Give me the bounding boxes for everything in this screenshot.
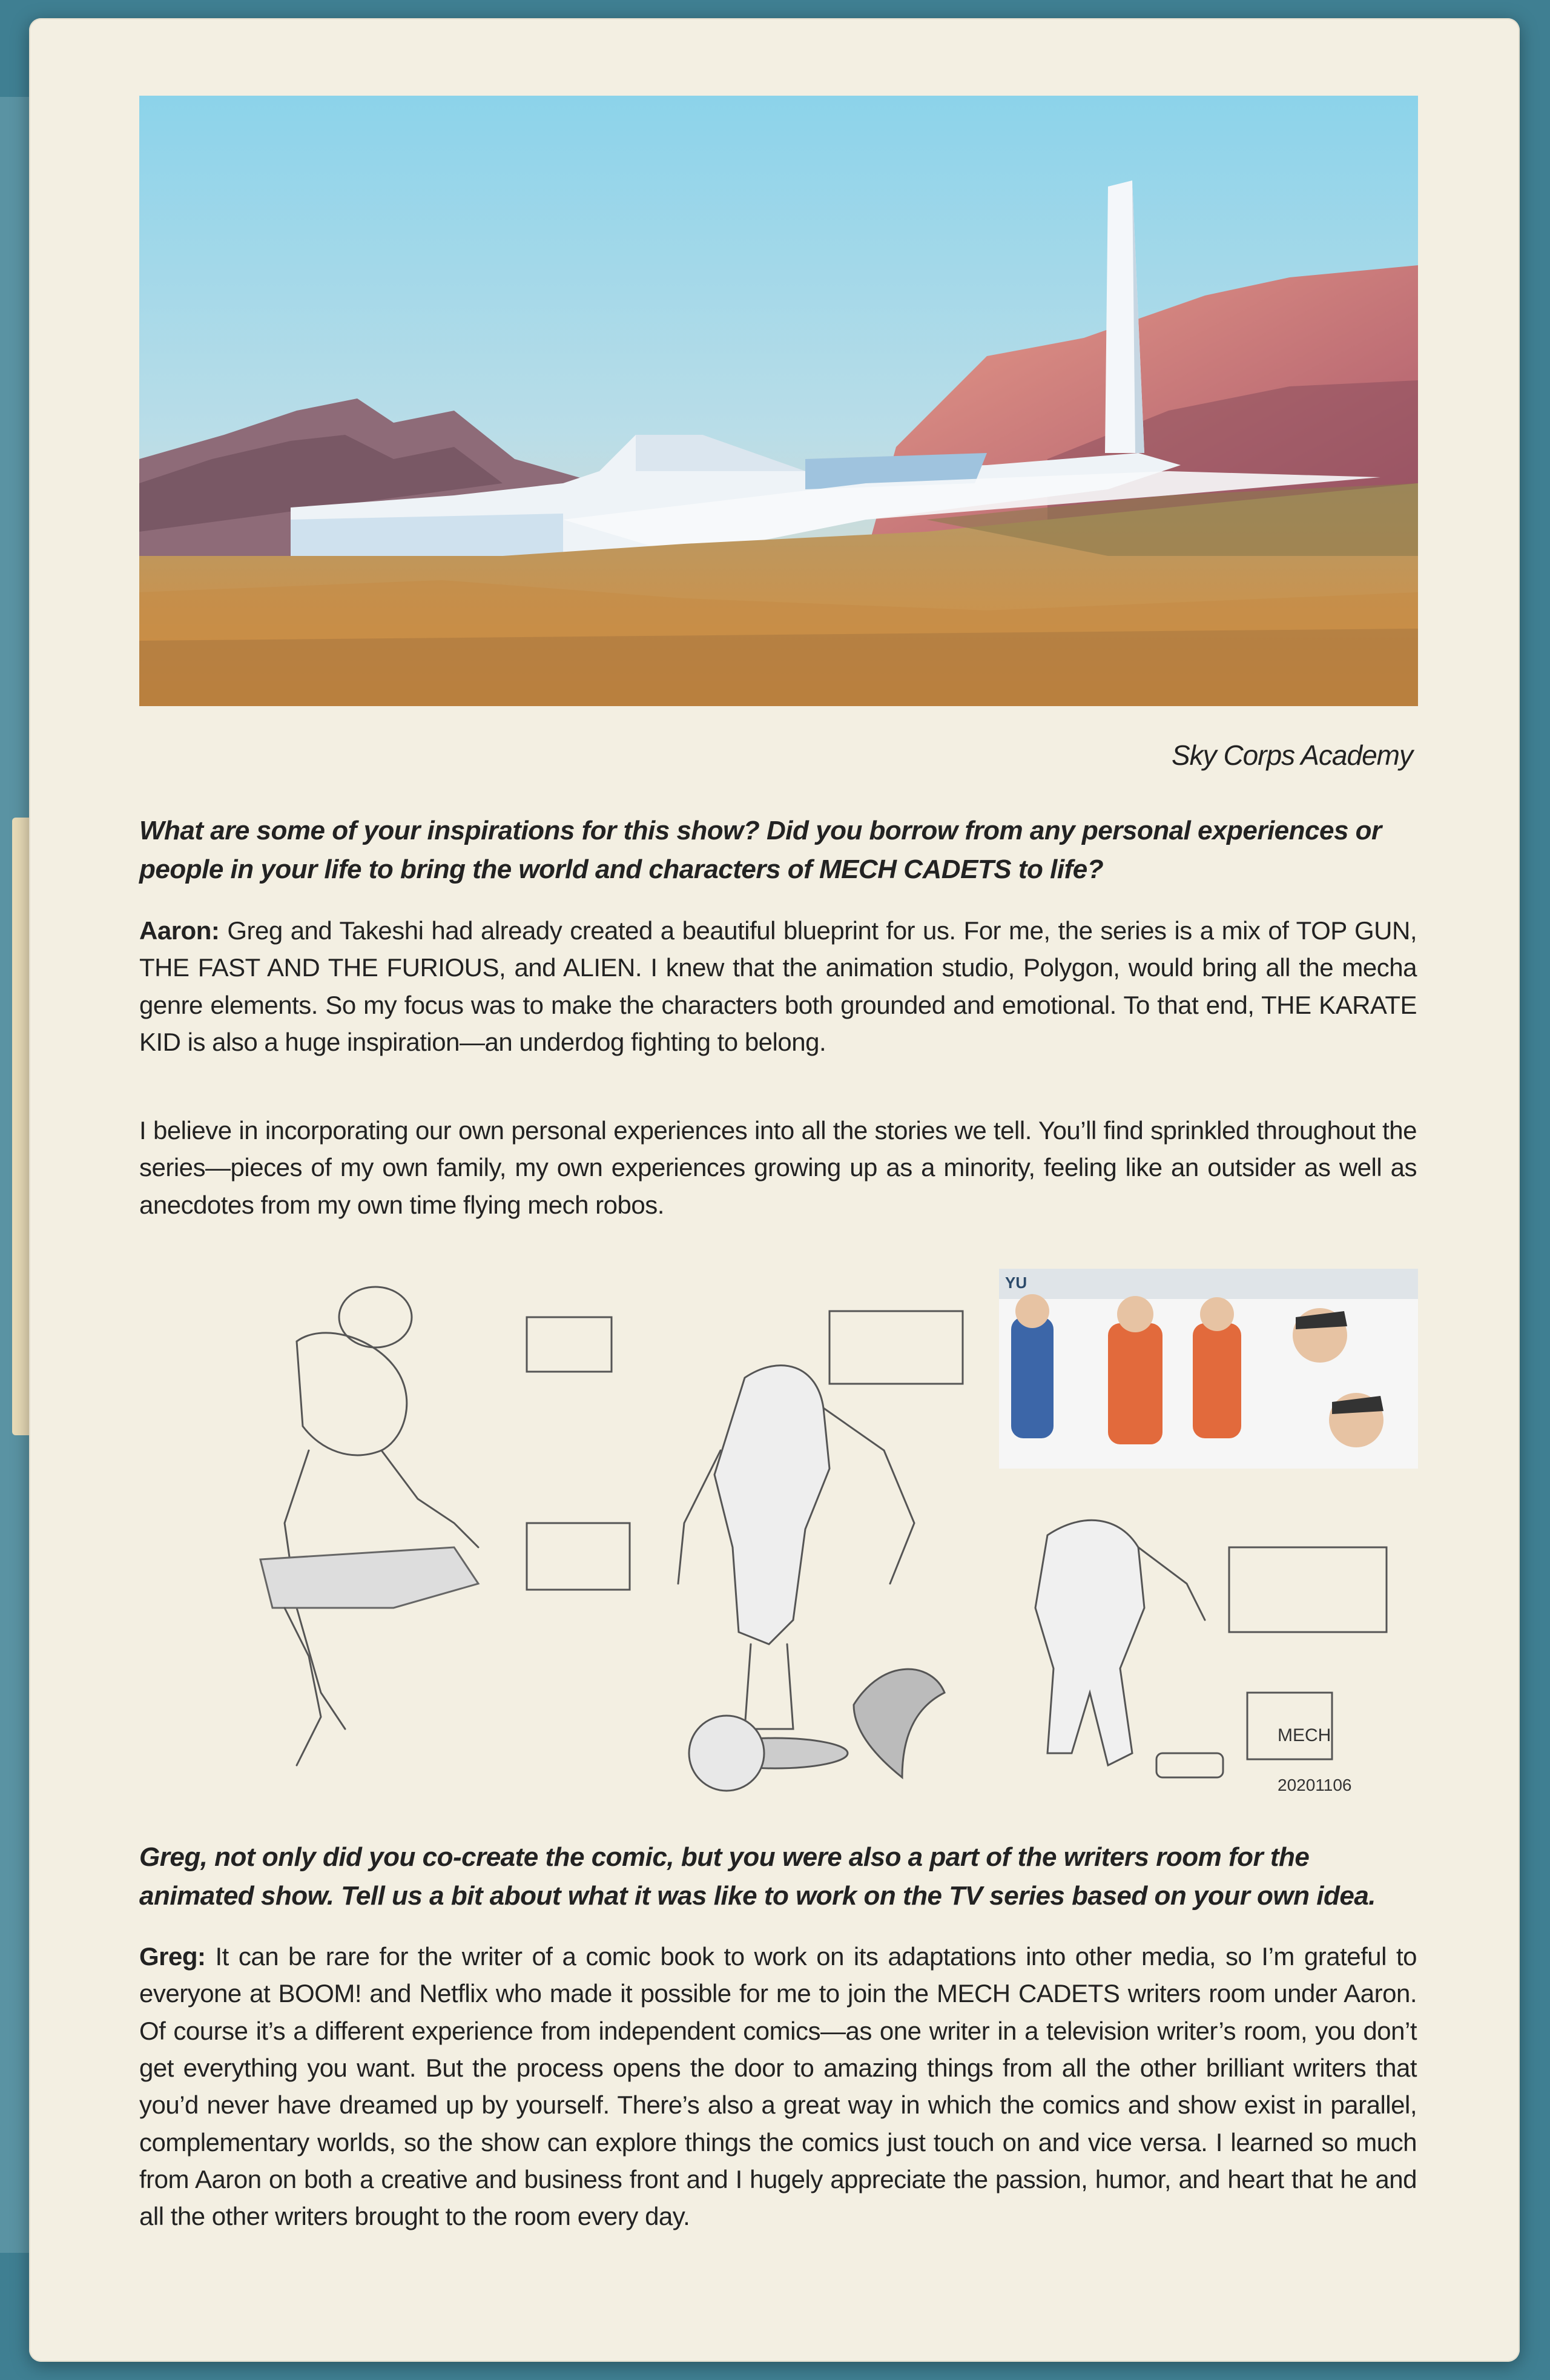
sketch-note-mech: MECH bbox=[1278, 1725, 1331, 1745]
answer-aaron bbox=[139, 912, 1417, 1060]
answer-text: Greg and Takeshi had already created a beautiful blueprint for us. For me, the series is a mix of TOP GUN, THE FAST AND THE FURIOUS, and ALIEN. I knew that the animation studio, Polygon, would bring all the mecha genre elements. So my focus was to make the characters both grounded and emotional. To that end, THE KARATE KID is also a huge inspiration—an underdog fighting to belong. bbox=[139, 916, 1417, 1056]
sketch-logo: YU bbox=[1005, 1274, 1027, 1292]
answer-aaron-continued: I believe in incorporating our own personal experiences into all the stories we tell. You’ll find sprinkled throughout the series—pieces of my own family, my own experiences growing up as a minority, feeling like an outsider as well as anecdotes from my own time flying mech robos. bbox=[139, 1116, 1417, 1219]
question-2: Greg, not only did you co-create the comic, but you were also a part of the writers room for the animated show. Tell us a bit about what it was like to work on the TV series based on your own idea. bbox=[139, 1842, 1376, 1911]
answer-text: It can be rare for the writer of a comic book to work on its adaptations into other media, so I’m grateful to everyone at BOOM! and Netflix who made it possible for me to join the MECH CADETS writers room under Aaron. Of course it’s a different experience from independent comics—as one writer in a television writer’s room, you don’t get everything you want. But the process opens the door to amazing things from all the other brilliant writers that you’d never have dreamed up by yourself. There’s also a great way in which the comics and show exist in parallel, complementary worlds, so the show can explore things the comics just touch on and vice versa. I learned so much from Aaron on both a creative and business front and I hugely appreciate the passion, humor, and heart that he and all the other writers brought to the room every day. bbox=[139, 1942, 1417, 2231]
sketch-date: 20201106 bbox=[1278, 1776, 1352, 1794]
image-caption: Sky Corps Academy bbox=[1172, 739, 1413, 771]
question-1: What are some of your inspirations for this show? Did you borrow from any personal experiences or people in your life to bring the world and characters of MECH CADETS to life? bbox=[139, 816, 1382, 885]
speaker-name: Aaron: bbox=[139, 916, 220, 945]
answer-greg bbox=[139, 1938, 1417, 2235]
speaker-name: Greg: bbox=[139, 1942, 206, 1971]
sky-corps-academy-illustration bbox=[139, 96, 1418, 706]
mech-concept-sketch bbox=[139, 1269, 1418, 1808]
